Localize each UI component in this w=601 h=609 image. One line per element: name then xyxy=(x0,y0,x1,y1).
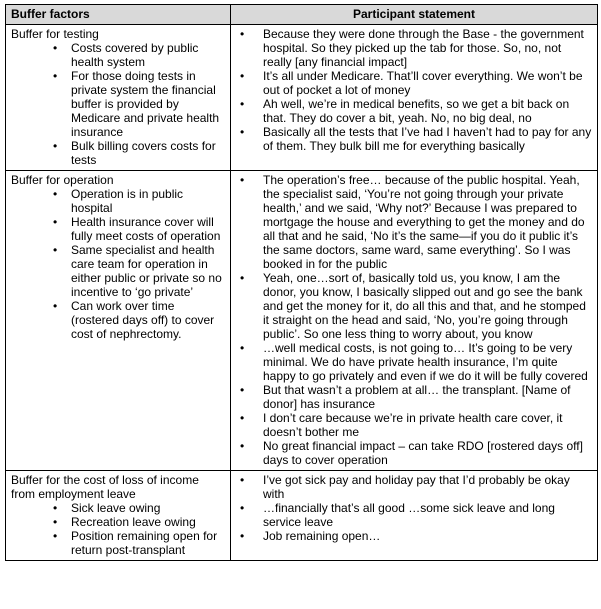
list-item: • But that wasn’t a problem at all… the transplant. [Name of donor] has insurance xyxy=(236,383,592,411)
list-item: • Sick leave owing xyxy=(11,501,225,515)
list-item: • Health insurance cover will fully meet costs of operation xyxy=(11,215,225,243)
buffer-factor-title: Buffer for the cost of loss of income from employment leave xyxy=(11,473,199,501)
table-row xyxy=(6,471,598,561)
list-item: • No great financial impact – can take RDO [rostered days off] days to cover operation xyxy=(236,439,592,467)
list-item: • The operation’s free… because of the public hospital. Yeah, the specialist said, ‘You’re not going through your private health,’ and we said, ‘Why not?’ Because I was prepared to mortgage the house and everything to get the money and do all that and he said, ‘No it’s the same—if you do it public it’s the same doctors, same ward, same everything’. So I was booked in for the public xyxy=(236,173,592,271)
list-item: • It’s all under Medicare. That’ll cover everything. We won’t be out of pocket a lot of money xyxy=(236,69,592,97)
participant-statement-cell xyxy=(231,171,598,471)
participant-statement-list xyxy=(236,173,592,467)
table-row xyxy=(6,171,598,471)
list-item: • Bulk billing covers costs for tests xyxy=(11,139,225,167)
list-item: • Can work over time (rostered days off) to cover cost of nephrectomy. xyxy=(11,299,225,341)
list-item: • For those doing tests in private system the financial buffer is provided by Medicare and private health insurance xyxy=(11,69,225,139)
list-item: • I’ve got sick pay and holiday pay that I’d probably be okay with xyxy=(236,473,592,501)
list-item: • Costs covered by public health system xyxy=(11,41,225,69)
header-participant-statement: Participant statement xyxy=(231,5,598,25)
participant-statement-cell xyxy=(231,471,598,561)
buffer-factor-title: Buffer for operation xyxy=(11,173,114,187)
participant-statement-list xyxy=(236,27,592,153)
header-row xyxy=(6,5,598,25)
list-item: • …well medical costs, is not going to… It’s going to be very minimal. We do have private health insurance, I’m quite happy to go privately and even if we do it will be fully covered xyxy=(236,341,592,383)
buffer-factor-cell xyxy=(6,171,231,471)
buffer-factor-list xyxy=(11,187,225,341)
list-item: • Job remaining open… xyxy=(236,529,592,543)
list-item: • …financially that’s all good …some sick leave and long service leave xyxy=(236,501,592,529)
list-item: • Position remaining open for return post-transplant xyxy=(11,529,225,557)
buffer-factor-cell xyxy=(6,25,231,171)
buffer-factor-cell xyxy=(6,471,231,561)
list-item: • Ah well, we’re in medical benefits, so we get a bit back on that. They do cover a bit, yeah. No, no big deal, no xyxy=(236,97,592,125)
list-item: • Because they were done through the Base - the government hospital. So they picked up the tab for those. So, no, not really [any financial impact] xyxy=(236,27,592,69)
buffer-factor-list xyxy=(11,41,225,167)
list-item: • Same specialist and health care team for operation in either public or private so no incentive to ‘go private’ xyxy=(11,243,225,299)
buffer-factor-title: Buffer for testing xyxy=(11,27,99,41)
table-row xyxy=(6,25,598,171)
list-item: • I don’t care because we’re in private health care cover, it doesn’t bother me xyxy=(236,411,592,439)
list-item: • Recreation leave owing xyxy=(11,515,225,529)
list-item: • Operation is in public hospital xyxy=(11,187,225,215)
header-buffer-factors: Buffer factors xyxy=(6,5,231,25)
list-item: • Basically all the tests that I’ve had I haven’t had to pay for any of them. They bulk bill me for everything basically xyxy=(236,125,592,153)
participant-statement-list xyxy=(236,473,592,543)
participant-statement-cell xyxy=(231,25,598,171)
buffer-factor-list xyxy=(11,501,225,557)
buffer-factors-table xyxy=(5,4,598,561)
list-item: • Yeah, one…sort of, basically told us, you know, I am the donor, you know, I basically slipped out and go see the bank and get the money for it, do all this and that, and he stomped it straight on the head and said, ‘No, you’re going through public’. So one less thing to worry about, you know xyxy=(236,271,592,341)
